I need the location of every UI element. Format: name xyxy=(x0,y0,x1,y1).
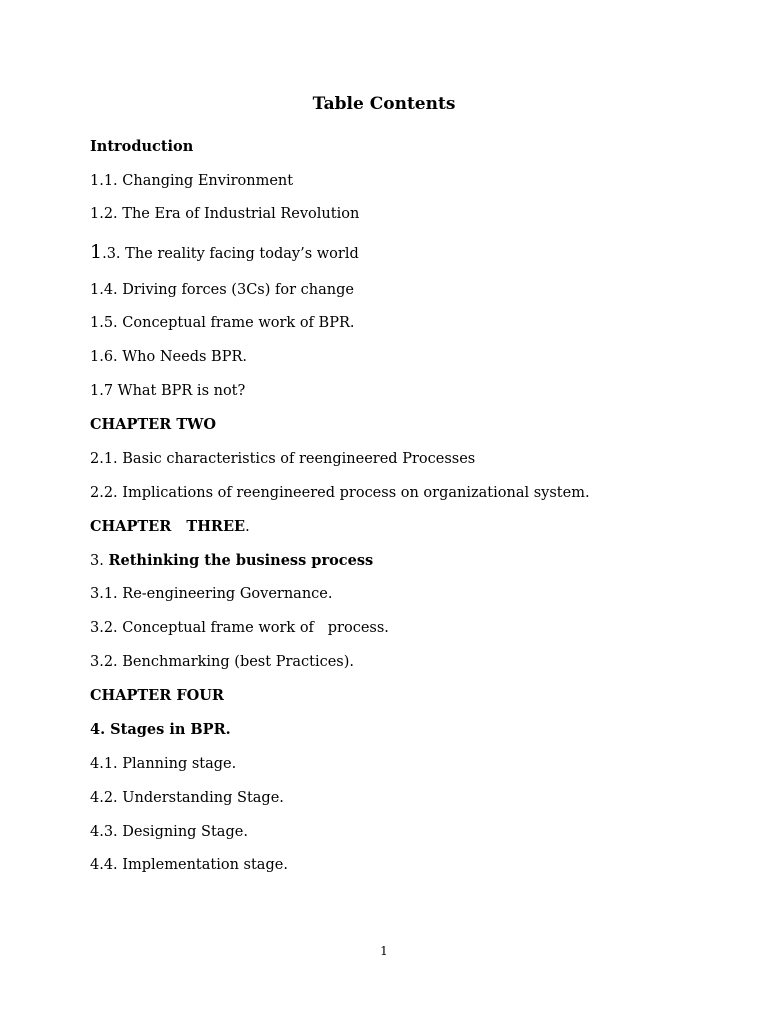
toc-chapter-heading xyxy=(90,517,250,537)
toc-entry: 3.2. Benchmarking (best Practices). xyxy=(90,654,355,670)
toc-entry: 1.2. The Era of Industrial Revolution xyxy=(90,206,360,222)
toc-chapter-heading: CHAPTER TWO xyxy=(90,416,217,433)
toc-entry: 1.5. Conceptual frame work of BPR. xyxy=(90,315,355,331)
toc-section-heading xyxy=(90,551,373,571)
toc-entry: 2.1. Basic characteristics of reengineered Processes xyxy=(90,451,476,467)
toc-entry: 3.2. Conceptual frame work of process. xyxy=(90,620,389,636)
toc-chapter-heading-text: CHAPTER THREE xyxy=(90,518,246,535)
toc-entry: 4.1. Planning stage. xyxy=(90,756,237,772)
toc-entry: 1.7 What BPR is not? xyxy=(90,383,246,399)
toc-entry: 2.2. Implications of reengineered process on organizational system. xyxy=(90,485,590,501)
toc-entry: 4.2. Understanding Stage. xyxy=(90,790,284,806)
toc-chapter-heading-suffix: . xyxy=(245,519,250,535)
toc-entry-text: .3. The reality facing today’s world xyxy=(102,246,359,262)
toc-entry: 4.4. Implementation stage. xyxy=(90,857,288,873)
toc-section-title: Rethinking the business process xyxy=(108,552,374,569)
page-number: 1 xyxy=(380,944,388,958)
toc-section-heading: 4. Stages in BPR. xyxy=(90,721,231,738)
toc-section-number: 3. xyxy=(90,553,109,569)
toc-entry: 1.4. Driving forces (3Cs) for change xyxy=(90,282,354,298)
toc-entry: 1.1. Changing Environment xyxy=(90,173,294,189)
toc-entry xyxy=(90,242,359,264)
toc-heading-introduction: Introduction xyxy=(90,138,194,155)
toc-entry: 3.1. Re-engineering Governance. xyxy=(90,586,333,602)
toc-entry: 1.6. Who Needs BPR. xyxy=(90,349,247,365)
toc-chapter-heading: CHAPTER FOUR xyxy=(90,687,224,704)
toc-entry-lead-number: 1 xyxy=(90,241,103,263)
toc-entry: 4.3. Designing Stage. xyxy=(90,824,248,840)
page-title: Table Contents xyxy=(312,94,456,114)
